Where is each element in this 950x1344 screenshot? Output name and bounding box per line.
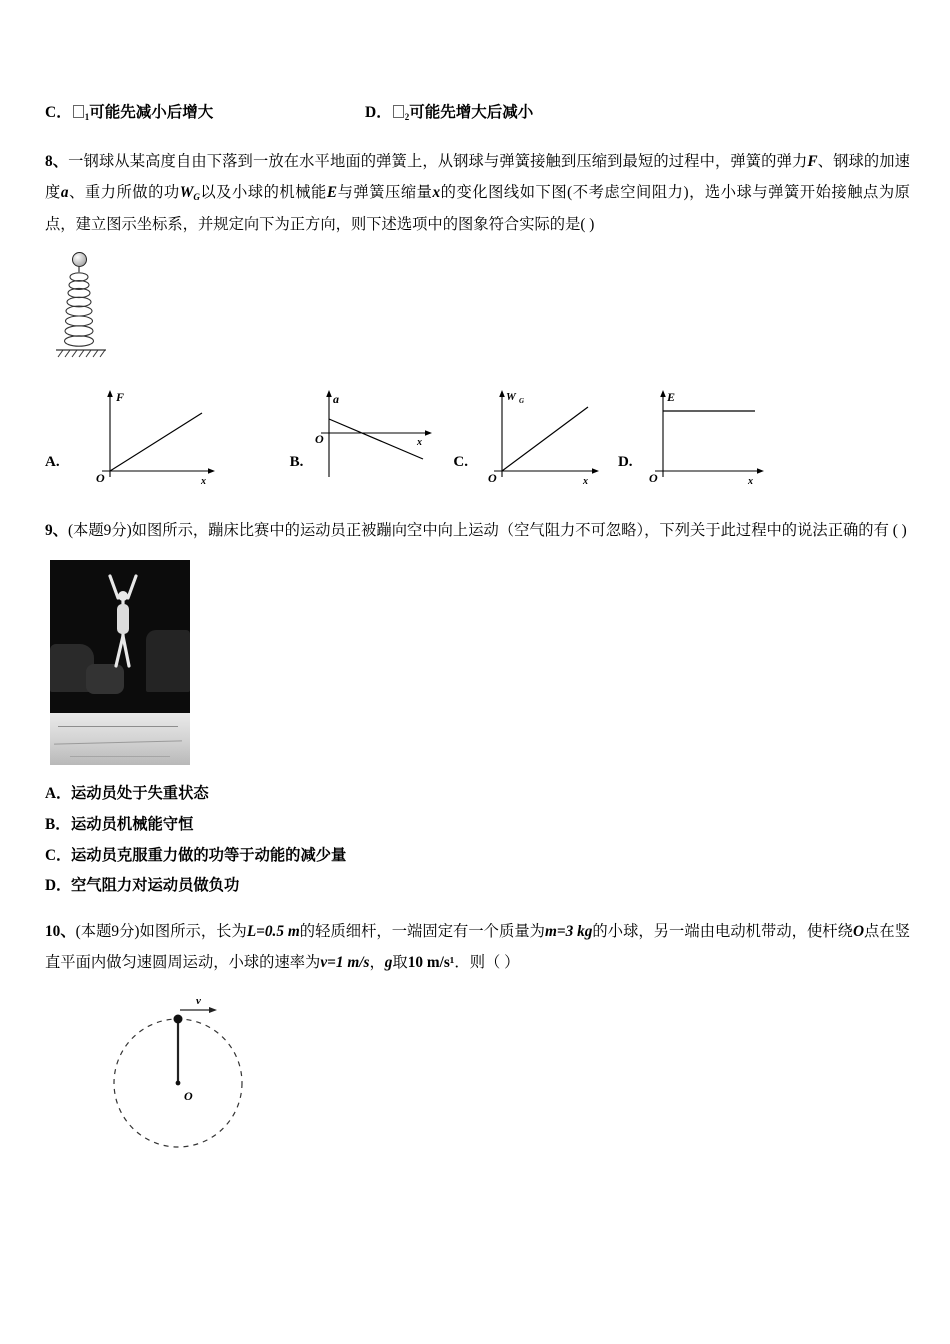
graph-option-a	[45, 381, 222, 489]
trampoline-athlete-photo	[50, 560, 190, 765]
question-10-stem-2: 的轻质细杆，一端固定有一个质量为	[299, 922, 545, 940]
velocity-label: v	[196, 995, 201, 1008]
choice-a	[45, 779, 910, 810]
choice-d-text: 空气阻力对运动员做负功	[71, 877, 240, 895]
graph-option-b	[290, 381, 446, 489]
graph-option-c	[453, 381, 610, 489]
svg-text:x: x	[417, 437, 423, 449]
question-10-stem-5: ，	[369, 954, 385, 972]
graph-b-svg	[305, 381, 445, 489]
svg-text:x: x	[747, 476, 753, 488]
rotating-rod-figure	[100, 988, 275, 1153]
svg-text:W: W	[505, 391, 516, 404]
graph-b-label: B.	[289, 454, 304, 471]
question-8-graph-options	[45, 369, 910, 489]
choice-c	[45, 841, 910, 872]
box-glyph-icon	[73, 105, 84, 118]
svg-text:O: O	[487, 471, 497, 486]
graph-a-svg	[62, 381, 222, 489]
symbol-W-subscript: G	[193, 192, 200, 203]
question-8-text-4: 以及小球的机械能	[199, 184, 327, 202]
choice-d	[45, 871, 910, 902]
choice-c-letter: C．	[45, 846, 72, 864]
athlete-figure-icon	[102, 574, 144, 684]
option-c-subscript: 1	[84, 112, 90, 122]
choice-b-letter: B．	[45, 815, 71, 833]
question-8-text-3: 、重力所做的功	[68, 184, 180, 202]
choice-a-text: 运动员处于失重状态	[71, 785, 209, 803]
graph-d-svg	[635, 381, 775, 489]
question-10-stem-7: ．则（ ）	[454, 954, 520, 972]
question-9-stem: (本题9分)如图所示，蹦床比赛中的运动员正被蹦向空中向上运动（空气阻力不可忽略），下列关于此过程中的说法正确的有 ( )	[67, 522, 907, 540]
ground-hatch-icon	[56, 348, 108, 360]
question-9-options	[45, 779, 910, 901]
question-8-text-1: 一钢球从某高度自由下落到一放在水平地面的弹簧上，从钢球与弹簧接触到压缩到最短的过程中，弹簧的弹力	[68, 153, 808, 170]
question-8-text-2: 、钢球的加速度	[45, 153, 910, 202]
option-d-text: 可能先增大后减小	[409, 104, 534, 121]
photo-background-shape	[146, 630, 190, 692]
symbol-x: x	[432, 184, 441, 202]
question-8-text-6: 的变化图线如下图(不考虑空间阻力)，选小球与弹簧开始接触点为原点，建立图示坐标系，并规定向下为正方向，则下述选项中的图象符合实际的是( )	[45, 184, 910, 233]
symbol-m: m=3 kg	[544, 922, 593, 940]
svg-text:x: x	[582, 476, 588, 488]
symbol-W: W	[179, 184, 194, 202]
photo-floor	[50, 713, 190, 765]
photo-floor-line	[70, 756, 170, 757]
choice-d-letter: D．	[45, 877, 72, 895]
choice-b	[45, 810, 910, 841]
svg-text:F: F	[115, 390, 124, 405]
spring-ball-figure	[50, 250, 170, 365]
choice-c-text: 运动员克服重力做的功等于动能的减少量	[71, 846, 347, 864]
question-10-stem-4: 点在竖直平面内做匀速圆周运动，小球的速率为	[45, 922, 910, 972]
symbol-g: g	[384, 954, 393, 972]
steel-ball-icon	[72, 252, 87, 267]
symbol-g-value: 10 m/s¹	[407, 954, 455, 972]
question7-options-row	[45, 100, 910, 122]
symbol-O: O	[852, 922, 865, 940]
graph-option-d	[618, 381, 775, 489]
center-label: O	[184, 1089, 193, 1104]
graph-c-svg	[470, 381, 610, 489]
question-8-number: 8、	[45, 153, 69, 170]
option-d-letter: D．	[365, 104, 392, 121]
svg-text:O: O	[648, 471, 658, 486]
question-10-stem-3: 的小球，另一端由电动机带动，使杆绕	[592, 922, 853, 940]
svg-text:O: O	[95, 471, 105, 486]
svg-text:G: G	[518, 397, 525, 406]
choice-b-text: 运动员机械能守恒	[71, 815, 194, 833]
symbol-E: E	[326, 184, 338, 202]
question-8	[45, 146, 910, 240]
symbol-v: v=1 m/s	[320, 954, 370, 972]
option-c-q7	[45, 100, 365, 122]
option-c-text: 可能先减小后增大	[89, 104, 214, 121]
graph-a-label: A.	[45, 454, 60, 471]
symbol-L: L=0.5 m	[246, 922, 300, 940]
question-8-text-5: 与弹簧压缩量	[337, 184, 433, 202]
svg-text:O: O	[315, 432, 325, 447]
photo-floor-line	[58, 726, 178, 727]
question-10-stem-6: 取	[392, 954, 408, 972]
svg-text:x: x	[200, 476, 206, 488]
question-9-number: 9、	[45, 522, 68, 540]
question-9	[45, 515, 910, 546]
graph-c-label: C.	[453, 454, 468, 471]
choice-a-letter: A．	[45, 785, 72, 803]
question-10	[45, 916, 910, 979]
question-10-stem-1: (本题9分)如图所示，长为	[75, 922, 247, 940]
question-10-number: 10、	[45, 922, 76, 940]
box-glyph-icon	[393, 105, 404, 118]
spring-coil-icon	[62, 266, 96, 348]
symbol-a: a	[60, 184, 69, 202]
svg-text:a: a	[333, 392, 340, 407]
graph-d-label: D.	[617, 454, 633, 471]
symbol-F: F	[807, 153, 818, 170]
option-d-q7	[365, 100, 685, 122]
option-c-letter: C．	[45, 104, 72, 121]
svg-text:E: E	[666, 390, 675, 405]
option-d-subscript: 2	[404, 112, 410, 122]
page-content	[45, 100, 910, 1158]
